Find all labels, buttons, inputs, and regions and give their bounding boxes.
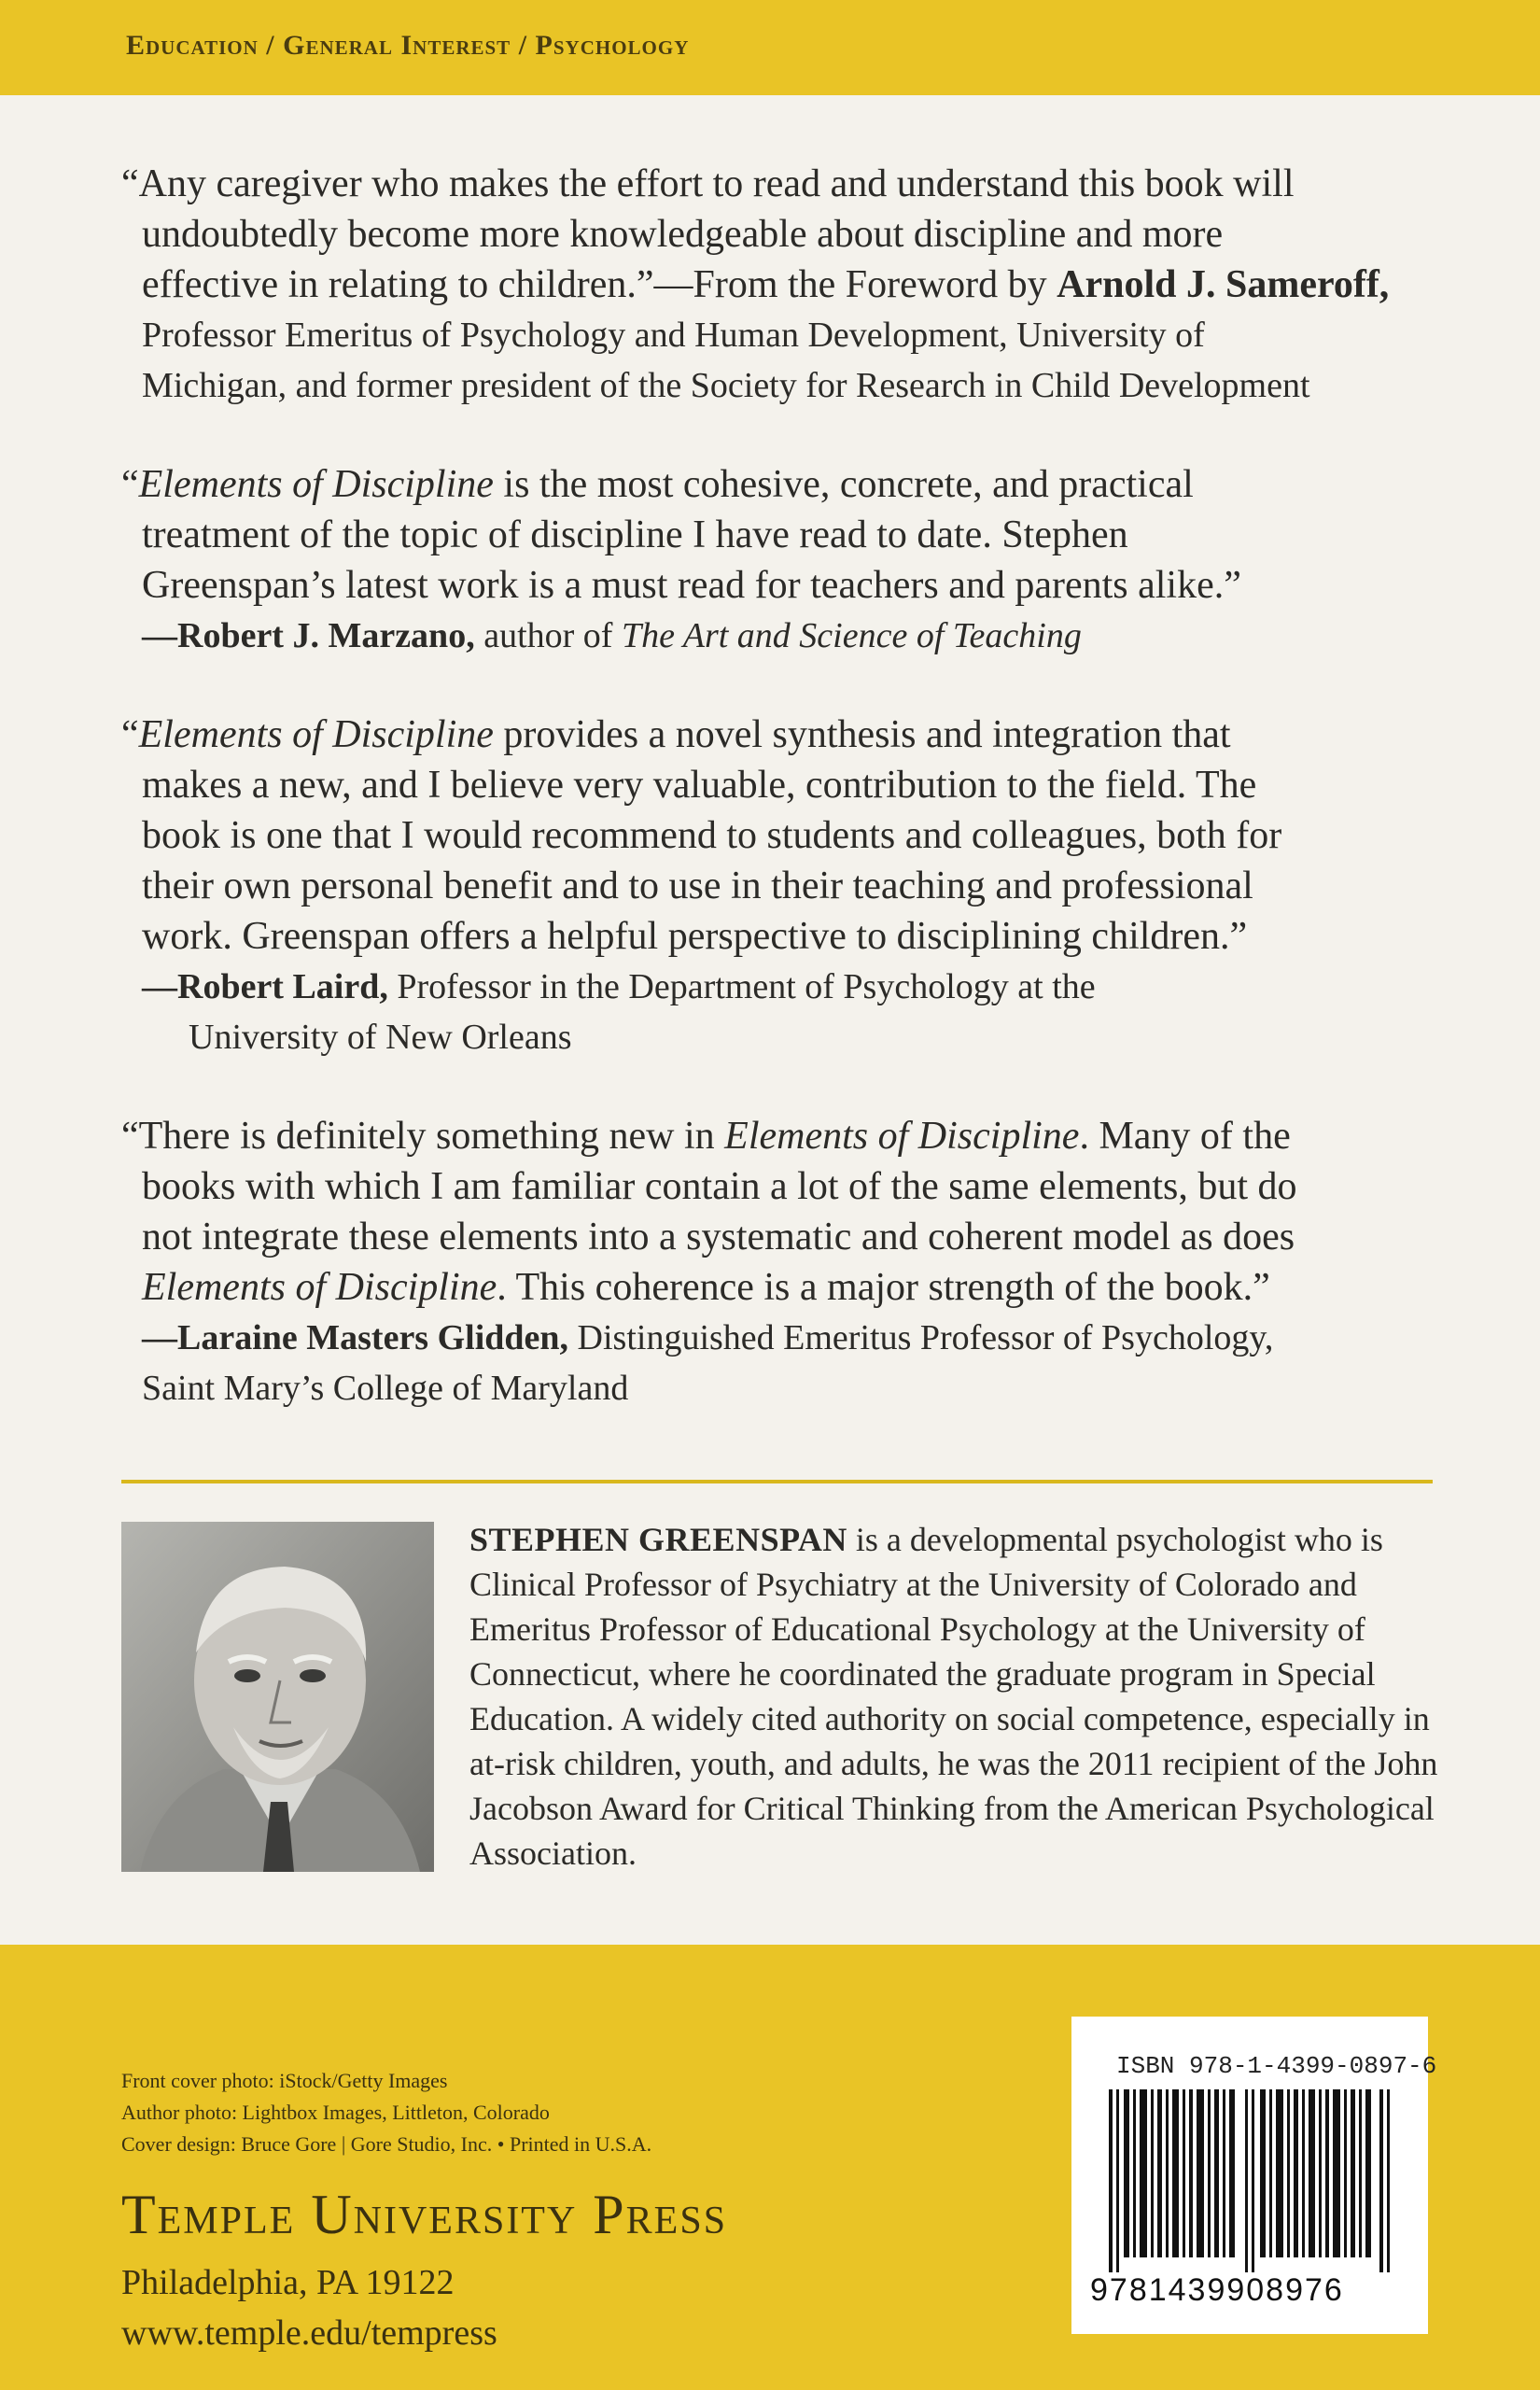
blurb-line: work. Greenspan offers a helpful perspective to disciplining children.” <box>142 915 1248 958</box>
blurb-line: treatment of the topic of discipline I have read to date. Stephen <box>142 513 1128 556</box>
blurb-marzano <box>121 459 1447 661</box>
publisher-city: Philadelphia, PA 19122 <box>121 2263 455 2302</box>
publisher-name: Temple University Press <box>121 2184 728 2245</box>
endorser-name: Arnold J. Sameroff, <box>1057 263 1390 306</box>
credits <box>121 2065 651 2160</box>
blurb-laird <box>121 710 1447 1062</box>
blurb-line: not integrate these elements into a systematic and coherent model as does <box>142 1216 1295 1258</box>
endorser-role: Professor Emeritus of Psychology and Human Development, University of <box>142 316 1205 355</box>
blurbs <box>121 159 1447 1462</box>
bio-text: is a developmental psychologist who is Clinical Professor of Psychiatry at the University of Colorado and Emeritus Professor of Educational Psychology at the University of Connecticut, where he coordinated the graduate program in Special Education. A widely cited authority on social competence, especially in at-risk children, youth, and adults, he was the 2011 recipient of the John Jacobson Award for Critical Thinking from the American Psychological Association. <box>469 1521 1438 1872</box>
section-divider <box>121 1480 1433 1483</box>
endorser-role: Saint Mary’s College of Maryland <box>142 1369 629 1408</box>
endorser: —Robert J. Marzano, author of The Art and Science of Teaching <box>142 616 1082 655</box>
author-photo <box>121 1522 434 1872</box>
barcode-digits: 9781439908976 <box>1090 2272 1344 2308</box>
blurb-line: undoubtedly become more knowledgeable about discipline and more <box>142 213 1224 256</box>
blurb-glidden <box>121 1111 1447 1413</box>
blurb-line: book is one that I would recommend to students and colleagues, both for <box>142 814 1282 857</box>
blurb-line: “There is definitely something new in Elements of Discipline. Many of the <box>121 1115 1291 1158</box>
blurb-line: effective in relating to children.”—From the Foreword by Arnold J. Sameroff, <box>142 263 1390 306</box>
endorser: —Laraine Masters Glidden, Distinguished Emeritus Professor of Psychology, <box>142 1318 1274 1357</box>
blurb-line: makes a new, and I believe very valuable, contribution to the field. The <box>142 764 1257 807</box>
blurb-sameroff <box>121 159 1447 411</box>
publisher-address <box>121 2257 497 2358</box>
category-label: Education / General Interest / Psychology <box>126 30 690 61</box>
author-bio <box>469 1517 1440 1876</box>
blurb-line: Greenspan’s latest work is a must read for teachers and parents alike.” <box>142 564 1241 607</box>
endorser-name: —Laraine Masters Glidden, <box>142 1318 569 1357</box>
author-name: STEPHEN GREENSPAN <box>469 1521 847 1558</box>
blurb-line: books with which I am familiar contain a lot of the same elements, but do <box>142 1165 1297 1208</box>
endorser-name: —Robert Laird, <box>142 967 388 1006</box>
blurb-line: their own personal benefit and to use in their teaching and professional <box>142 865 1253 907</box>
blurb-line: “Any caregiver who makes the effort to read and understand this book will <box>121 162 1295 205</box>
book-title: Elements of Discipline <box>138 463 494 506</box>
book-title: Elements of Discipline <box>142 1266 497 1309</box>
barcode-icon <box>1109 2089 1400 2272</box>
blurb-line: “Elements of Discipline provides a novel synthesis and integration that <box>121 713 1231 756</box>
credit-line: Cover design: Bruce Gore | Gore Studio, Inc. • Printed in U.S.A. <box>121 2132 652 2156</box>
isbn-label: ISBN 978-1-4399-0897-6 <box>1116 2052 1437 2080</box>
book-title: Elements of Discipline <box>138 713 494 756</box>
credit-line: Author photo: Lightbox Images, Littleton, Colorado <box>121 2101 550 2124</box>
endorser: —Robert Laird, Professor in the Department of Psychology at the University of New Orleans <box>142 967 1096 1057</box>
endorser-role: Michigan, and former president of the Society for Research in Child Development <box>142 366 1310 405</box>
book-title: Elements of Discipline <box>724 1115 1080 1158</box>
endorser-name: —Robert J. Marzano, <box>142 616 475 655</box>
publisher-url: www.temple.edu/tempress <box>121 2313 497 2353</box>
blurb-line: “Elements of Discipline is the most cohesive, concrete, and practical <box>121 463 1194 506</box>
credit-line: Front cover photo: iStock/Getty Images <box>121 2069 448 2092</box>
blurb-line: Elements of Discipline. This coherence is a major strength of the book.” <box>142 1266 1270 1309</box>
